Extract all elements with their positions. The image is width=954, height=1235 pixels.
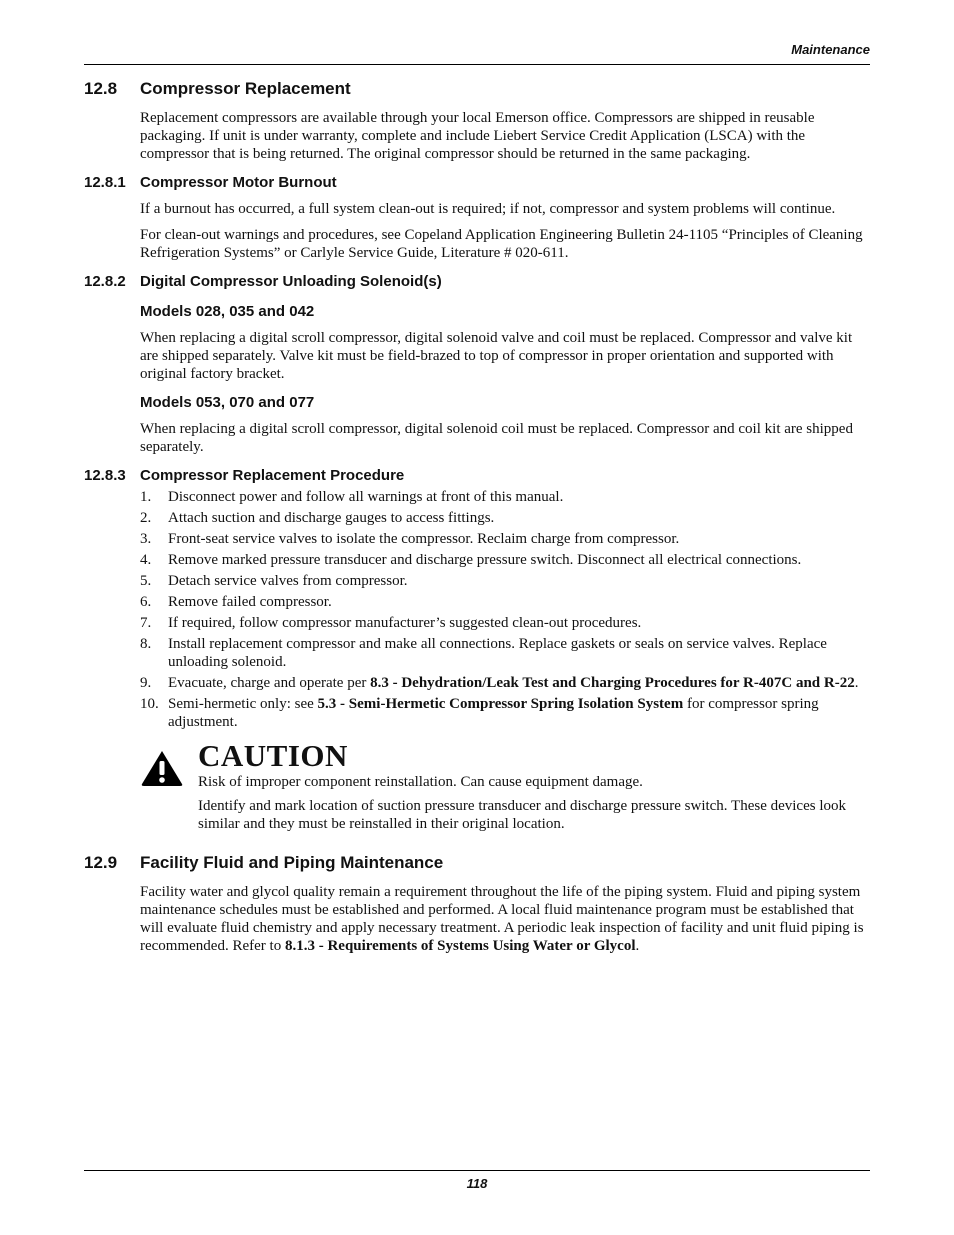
step-text: Remove marked pressure transducer and discharge pressure switch. Disconnect all electrical connections. (168, 552, 802, 568)
header-rule (84, 64, 870, 65)
step-number: 1. (140, 489, 152, 505)
section-12-8-2-heading (84, 272, 870, 292)
models-028-body: When replacing a digital scroll compressor, digital solenoid valve and coil must be replaced. Compressor and valve kit are shipped separately. Valve kit must be field-brazed to top of compressor in proper orientation and supported with original factory bracket. (140, 330, 853, 382)
section-12-8-body: Replacement compressors are available through your local Emerson office. Compressors are shipped in reusable packaging. If unit is under warranty, complete and include Liebert Service Credit Application (LSCA) with the compressor that is being returned. The original compressor should be returned in the same packaging. (140, 110, 815, 162)
section-title: Digital Compressor Unloading Solenoid(s) (140, 273, 442, 290)
step-text (168, 674, 870, 692)
cross-reference-link[interactable]: 5.3 - Semi-Hermetic Compressor Spring Isolation System (317, 696, 684, 712)
section-12-8-1-para-2: For clean-out warnings and procedures, see Copeland Application Engineering Bulletin 24-1105 “Principles of Cleaning Refrigeration Systems” or Carlyle Service Guide, Literature # 020-611. (140, 227, 863, 261)
step-text: Detach service valves from compressor. (168, 573, 408, 589)
warning-triangle-icon (140, 749, 184, 787)
step-text-lead: Semi-hermetic only: see (168, 696, 318, 712)
step-text: Attach suction and discharge gauges to access fittings. (168, 510, 495, 526)
caution-title: CAUTION (198, 738, 348, 773)
step-text: Front-seat service valves to isolate the compressor. Reclaim charge from compressor. (168, 531, 680, 547)
step-text: If required, follow compressor manufacturer’s suggested clean-out procedures. (168, 615, 642, 631)
section-number: 12.8.1 (84, 174, 126, 191)
procedure-step (84, 509, 870, 527)
procedure-step (84, 551, 870, 569)
section-12-8-3-heading (84, 466, 870, 486)
section-title: Facility Fluid and Piping Maintenance (140, 853, 444, 872)
step-number: 7. (140, 615, 152, 631)
procedure-step (84, 530, 870, 548)
page-number: 118 (466, 1176, 488, 1191)
body-text: Facility water and glycol quality remain a requirement throughout the life of the piping system. Fluid and piping system maintenance schedules must be established and performed. A local fluid maintenance program must be established that will evaluate fluid chemistry and apply necessary treatment. A periodic leak inspection of facility and unit fluid piping is recommended. Refer to (140, 884, 864, 954)
caution-line-2: Identify and mark location of suction pressure transducer and discharge pressure switch. These devices look similar and they must be reinstalled in their original location. (198, 798, 846, 832)
running-head: Maintenance (791, 42, 870, 57)
section-title: Compressor Motor Burnout (140, 174, 337, 191)
procedure-step (84, 674, 870, 692)
cross-reference-link[interactable]: 8.1.3 - Requirements of Systems Using Water or Glycol (284, 938, 636, 954)
step-text (168, 695, 870, 731)
page-content (84, 78, 870, 955)
section-12-8-1-heading (84, 173, 870, 193)
models-028-heading: Models 028, 035 and 042 (140, 303, 315, 320)
section-12-8-1-para-1: If a burnout has occurred, a full system clean-out is required; if not, compressor and system problems will continue. (140, 201, 836, 217)
procedure-steps-list (84, 488, 870, 731)
step-text-lead: Evacuate, charge and operate per (168, 675, 371, 691)
step-number: 4. (140, 552, 152, 568)
step-text: Install replacement compressor and make all connections. Replace gaskets or seals on service valves. Replace unloading solenoid. (168, 636, 827, 670)
step-number: 2. (140, 510, 152, 526)
footer-rule (84, 1170, 870, 1171)
section-number: 12.9 (84, 853, 118, 872)
procedure-step (84, 635, 870, 671)
section-number: 12.8.2 (84, 273, 126, 290)
section-title: Compressor Replacement Procedure (140, 467, 405, 484)
models-053-body: When replacing a digital scroll compressor, digital solenoid coil must be replaced. Compressor and coil kit are shipped separately. (140, 421, 853, 455)
step-number: 9. (140, 675, 152, 691)
section-12-8-heading (84, 78, 870, 100)
procedure-step (84, 695, 870, 731)
procedure-step (84, 488, 870, 506)
section-number: 12.8.3 (84, 467, 126, 484)
procedure-step (84, 614, 870, 632)
step-text: Remove failed compressor. (168, 594, 332, 610)
caution-line-1: Risk of improper component reinstallation. Can cause equipment damage. (198, 774, 643, 790)
models-053-heading: Models 053, 070 and 077 (140, 394, 315, 411)
step-number: 8. (140, 636, 152, 652)
procedure-step (84, 572, 870, 590)
step-number: 5. (140, 573, 152, 589)
section-title: Compressor Replacement (140, 79, 351, 98)
step-text-tail: . (854, 675, 859, 691)
step-text-tail: for compressor spring adjustment. (168, 696, 819, 730)
caution-box (140, 739, 870, 833)
section-12-9-body (140, 883, 870, 955)
cross-reference-link[interactable]: 8.3 - Dehydration/Leak Test and Charging Procedures for R-407C and R-22 (370, 675, 855, 691)
step-number: 10. (140, 696, 159, 712)
section-12-9-heading (84, 852, 870, 874)
step-number: 3. (140, 531, 152, 547)
step-number: 6. (140, 594, 152, 610)
procedure-step (84, 593, 870, 611)
step-text: Disconnect power and follow all warnings at front of this manual. (168, 489, 564, 505)
section-number: 12.8 (84, 79, 118, 98)
body-text-tail: . (635, 938, 640, 954)
